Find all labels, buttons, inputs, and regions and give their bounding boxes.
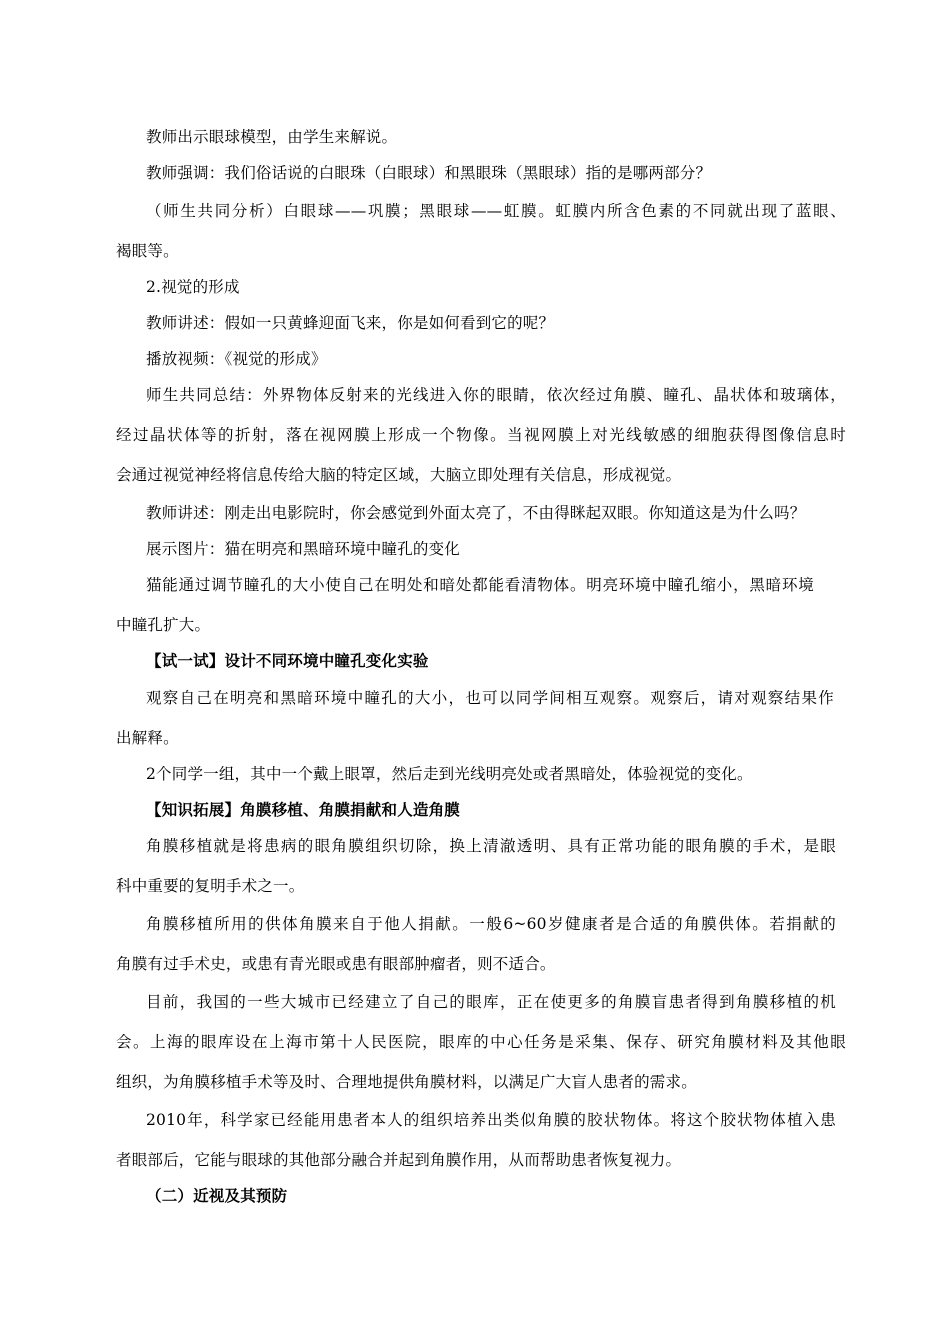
paragraph-line: 经过晶状体等的折射，落在视网膜上形成一个物像。当视网膜上对光线敏感的细胞获得图像信息时	[116, 426, 846, 444]
paragraph-line: 教师出示眼球模型，由学生来解说。	[146, 128, 398, 146]
section-heading: （二）近视及其预防	[146, 1186, 288, 1205]
knowledge-extension-heading: 【知识拓展】角膜移植、角膜捐献和人造角膜	[146, 800, 461, 819]
section-subheading: 2.视觉的形成	[146, 278, 240, 296]
paragraph-line: 展示图片：猫在明亮和黑暗环境中瞳孔的变化	[146, 540, 461, 558]
paragraph-line: 教师强调：我们俗话说的白眼珠（白眼球）和黑眼珠（黑眼球）指的是哪两部分？	[146, 164, 712, 182]
paragraph-line: 教师讲述：刚走出电影院时，你会感觉到外面太亮了，不由得眯起双眼。你知道这是为什么吗？	[146, 504, 806, 522]
paragraph-line: 角膜移植所用的供体角膜来自于他人捐献。一般6~60岁健康者是合适的角膜供体。若捐献的	[146, 915, 836, 933]
paragraph-line: 会。上海的眼库设在上海市第十人民医院，眼库的中心任务是采集、保存、研究角膜材料及其他眼	[116, 1033, 846, 1051]
paragraph-line: 科中重要的复明手术之一。	[116, 877, 305, 895]
paragraph-line: 师生共同总结：外界物体反射来的光线进入你的眼睛，依次经过角膜、瞳孔、晶状体和玻璃体，	[146, 386, 846, 404]
paragraph-line: 出解释。	[116, 729, 179, 747]
paragraph-line: 角膜有过手术史，或患有青光眼或患有眼部肿瘤者，则不适合。	[116, 955, 556, 973]
paragraph-line: 褐眼等。	[116, 242, 179, 260]
paragraph-line: 2010年，科学家已经能用患者本人的组织培养出类似角膜的胶状物体。将这个胶状物体植入患	[146, 1111, 836, 1129]
paragraph-line: （师生共同分析）白眼球——巩膜；黑眼球——虹膜。虹膜内所含色素的不同就出现了蓝眼、	[146, 202, 846, 220]
paragraph-line: 教师讲述：假如一只黄蜂迎面飞来，你是如何看到它的呢？	[146, 314, 555, 332]
paragraph-line: 中瞳孔扩大。	[116, 616, 211, 634]
paragraph-line: 会通过视觉神经将信息传给大脑的特定区域，大脑立即处理有关信息，形成视觉。	[116, 466, 682, 484]
paragraph-line: 者眼部后，它能与眼球的其他部分融合并起到角膜作用，从而帮助患者恢复视力。	[116, 1151, 682, 1169]
paragraph-line: 猫能通过调节瞳孔的大小使自己在明处和暗处都能看清物体。明亮环境中瞳孔缩小，黑暗环境	[146, 576, 814, 594]
paragraph-line: 观察自己在明亮和黑暗环境中瞳孔的大小，也可以同学间相互观察。观察后，请对观察结果作	[146, 689, 834, 707]
paragraph-line: 目前，我国的一些大城市已经建立了自己的眼库，正在使更多的角膜盲患者得到角膜移植的机	[146, 993, 836, 1011]
paragraph-line: 组织，为角膜移植手术等及时、合理地提供角膜材料，以满足广大盲人患者的需求。	[116, 1073, 697, 1091]
paragraph-line: 播放视频：《视觉的形成》	[146, 350, 327, 368]
paragraph-line: 角膜移植就是将患病的眼角膜组织切除，换上清澈透明、具有正常功能的眼角膜的手术，是眼	[146, 837, 836, 855]
try-it-heading: 【试一试】设计不同环境中瞳孔变化实验	[146, 651, 429, 670]
paragraph-line: 2个同学一组，其中一个戴上眼罩，然后走到光线明亮处或者黑暗处，体验视觉的变化。	[146, 765, 753, 783]
